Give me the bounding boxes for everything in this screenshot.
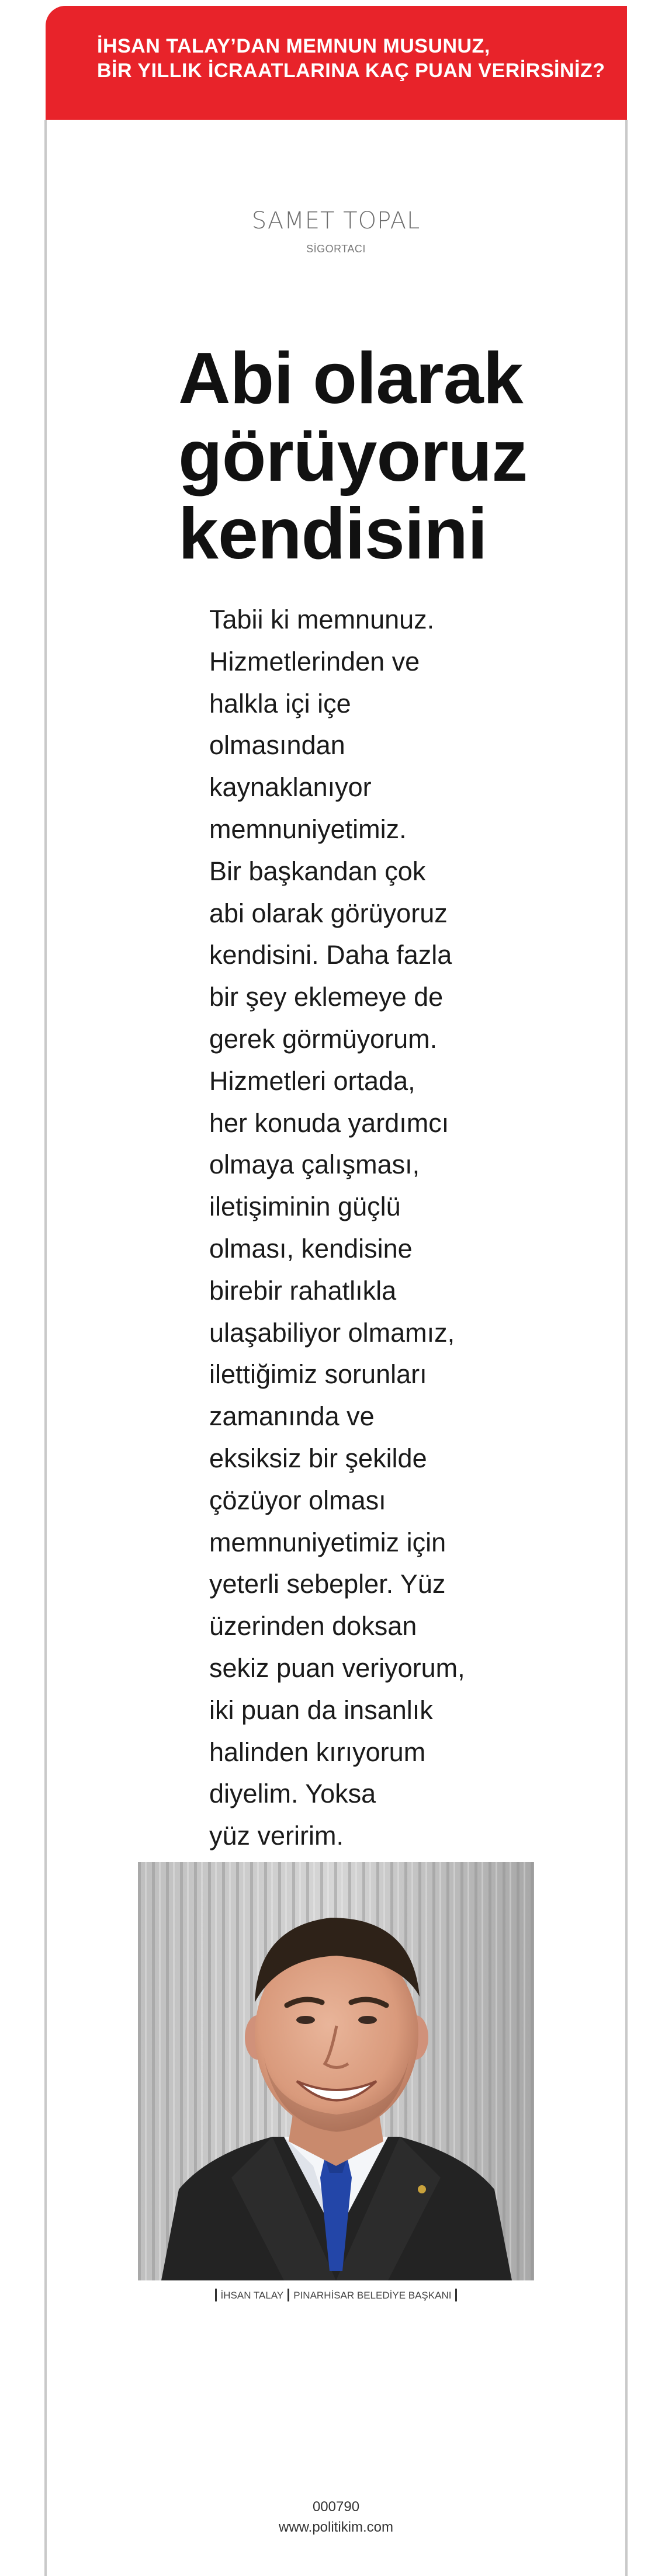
body-line: her konuda yardımcı: [209, 1108, 449, 1138]
banner-question-line-2: BİR YILLIK İCRAATLARINA KAÇ PUAN VERİRSİNİZ?: [97, 60, 605, 82]
headline-line-2: görüyoruz: [178, 416, 528, 497]
body-line: memnuniyetimiz için: [209, 1527, 446, 1557]
question-banner: [46, 6, 627, 120]
body-line: Tabii ki memnunuz.: [209, 605, 435, 634]
body-line: zamanında ve: [209, 1401, 375, 1432]
body-line: ulaşabiliyor olmamız,: [209, 1317, 455, 1348]
body-line: çözüyor olması: [209, 1485, 386, 1515]
caption-separator: [455, 2289, 457, 2301]
body-line: yeterli sebepler. Yüz: [209, 1569, 446, 1599]
body-line: ilettiğimiz sorunları: [209, 1359, 427, 1390]
body-line: yüz veririm.: [209, 1821, 344, 1851]
body-line: Hizmetleri ortada,: [209, 1065, 415, 1096]
banner-question-line-1: İHSAN TALAY’DAN MEMNUN MUSUNUZ,: [97, 35, 490, 57]
caption-person-title: PINARHİSAR BELEDİYE BAŞKANI: [293, 2290, 452, 2301]
body-line: iki puan da insanlık: [209, 1695, 433, 1725]
body-line: memnuniyetimiz.: [209, 814, 407, 844]
author-name: SAMET TOPAL: [251, 207, 421, 234]
body-line: abi olarak görüyoruz: [209, 898, 448, 928]
headline-line-3: kendisini: [178, 494, 487, 574]
body-line: kaynaklanıyor: [209, 772, 372, 803]
body-line: kendisini. Daha fazla: [209, 940, 452, 970]
page-frame-right-line: [625, 120, 628, 2576]
headline: [178, 340, 587, 573]
body-line: Hizmetlerinden ve: [209, 646, 420, 676]
page-frame-left-line: [44, 120, 47, 2576]
body-line: eksiksiz bir şekilde: [209, 1443, 427, 1473]
body-line: diyelim. Yoksa: [209, 1779, 376, 1809]
body-line: olmaya çalışması,: [209, 1150, 420, 1180]
body-line: bir şey eklemeye de: [209, 982, 444, 1012]
body-line: birebir rahatlıkla: [209, 1275, 397, 1306]
article-body: [209, 599, 513, 1857]
footer-code: 000790: [312, 2499, 360, 2515]
body-line: gerek görmüyorum.: [209, 1023, 438, 1054]
body-line: olması, kendisine: [209, 1233, 413, 1263]
caption-separator: [215, 2289, 217, 2301]
headline-line-1: Abi olarak: [178, 338, 523, 419]
body-line: halkla içi içe: [209, 688, 351, 718]
caption-person-name: İHSAN TALAY: [220, 2290, 284, 2301]
photo-caption: [0, 2289, 672, 2301]
body-line: iletişiminin güçlü: [209, 1192, 401, 1222]
body-line: Bir başkandan çok: [209, 856, 426, 886]
body-line: sekiz puan veriyorum,: [209, 1652, 465, 1683]
body-line: halinden kırıyorum: [209, 1737, 426, 1767]
body-line: olmasından: [209, 730, 345, 761]
body-line: üzerinden doksan: [209, 1611, 417, 1641]
author-role: SİGORTACI: [306, 243, 366, 255]
portrait-photo: [138, 1862, 534, 2280]
caption-separator: [287, 2289, 289, 2301]
footer-website: www.politikim.com: [278, 2519, 394, 2535]
